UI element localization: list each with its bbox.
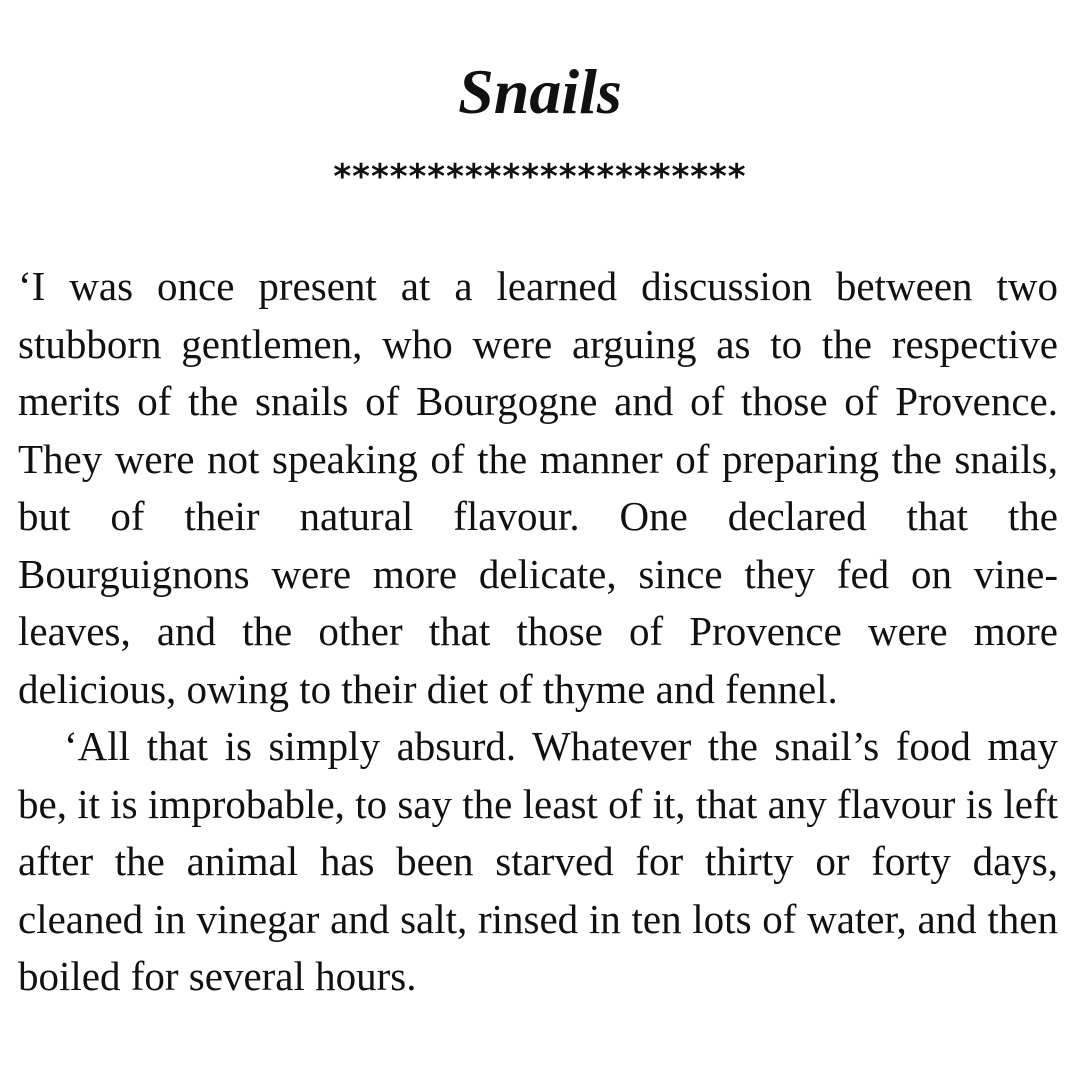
paragraph-1: ‘I was once present at a learned discussion between two stubborn gentlemen, who were arguing as to the respective merits of the snails of Bourgogne and of those of Provence. They were not speaking of the manner of preparing the snails, but of their natural flavour. One declared that the Bourguignons were more delicate, since they fed on vine-leaves, and the other that those of Provence were more delicious, owing to their diet of thyme and fennel. [18,263,1058,712]
cut-off-next-line [0,1074,1080,1080]
body-text [18,258,1058,1006]
page-title: Snails [458,56,622,127]
section-divider: ********************** [333,157,747,197]
paragraph-2: ‘All that is simply absurd. Whatever the snail’s food may be, it is improbable, to say the least of it, that any flavour is left after the animal has been starved for thirty or forty days, cleaned in vinegar and salt, rinsed in ten lots of water, and then boiled for several hours. [18,723,1058,999]
